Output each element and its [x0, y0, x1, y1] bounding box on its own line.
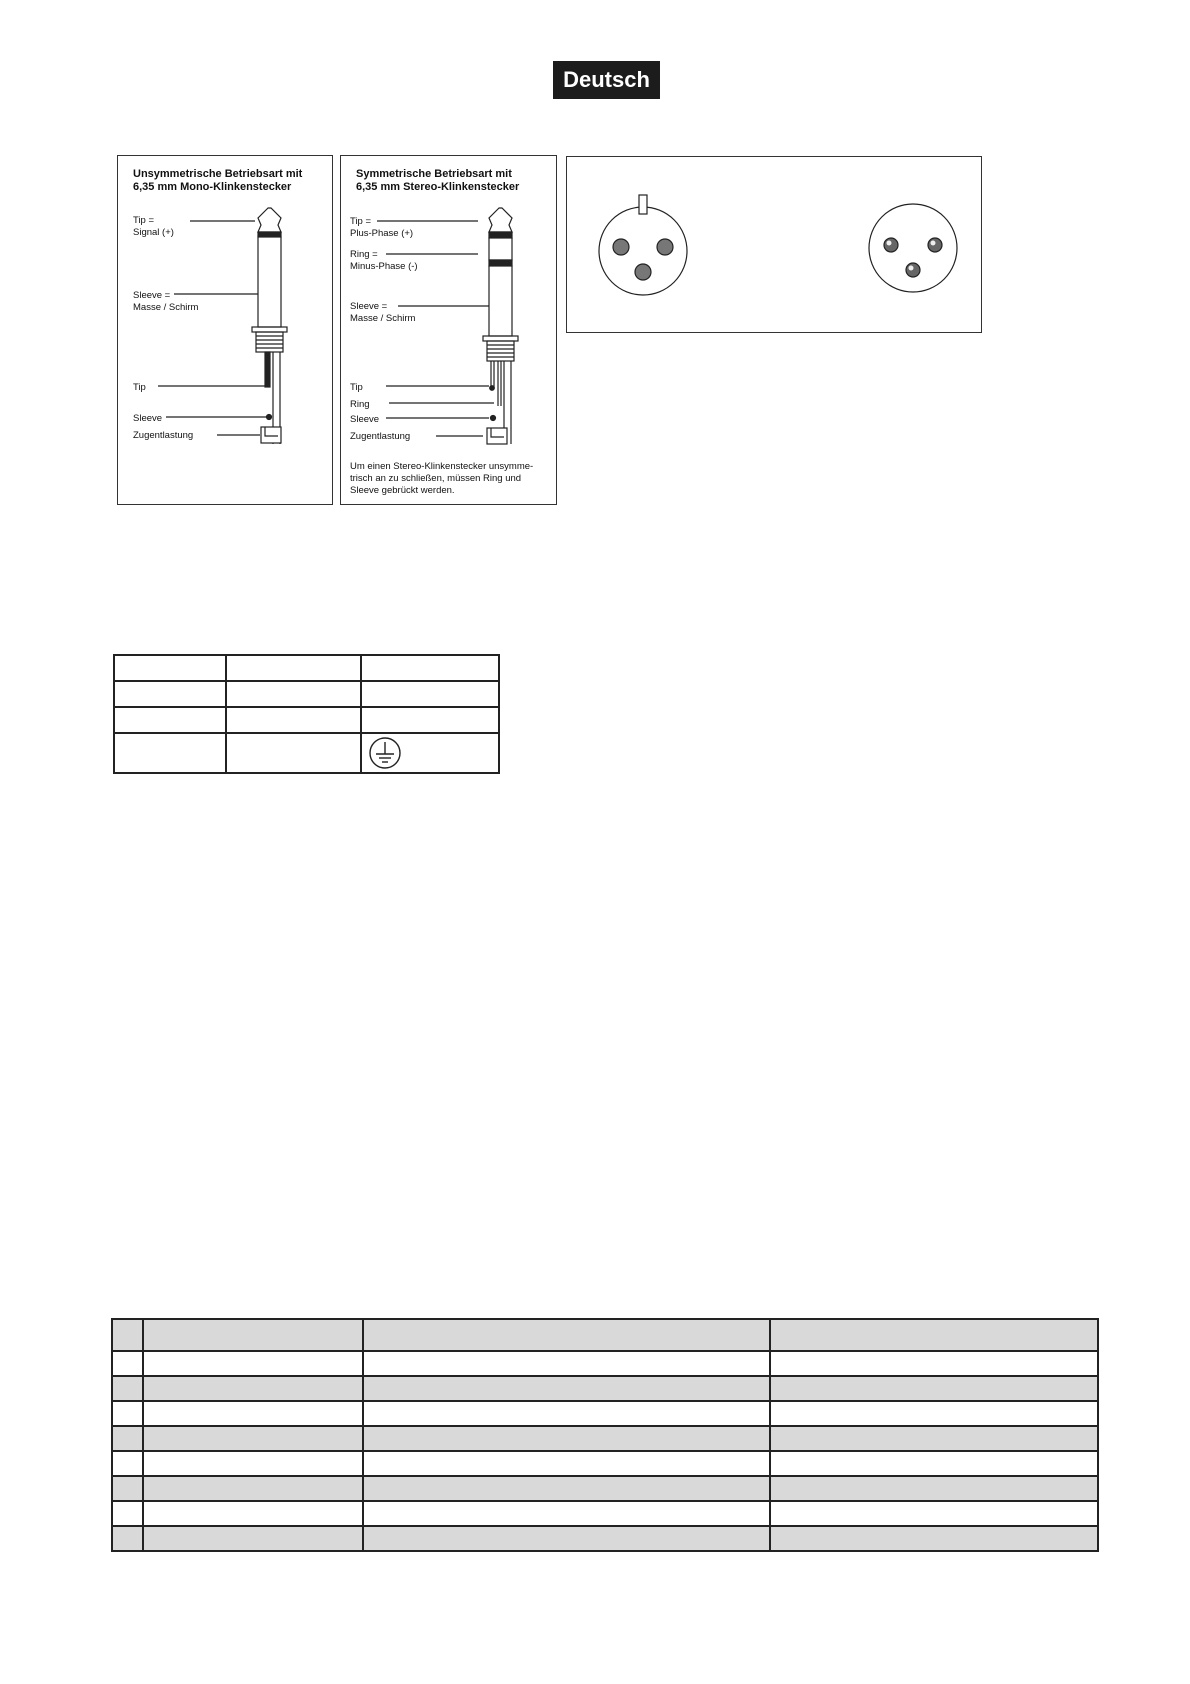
- mono-jack-drawing: [118, 156, 334, 506]
- mono-tip-wire-label: Tip: [133, 382, 146, 393]
- mono-strain-relief-label: Zugentlastung: [133, 430, 194, 441]
- mono-panel-title: Unsymmetrische Betriebsart mit 6,35 mm Mono-Klinkenstecker: [133, 168, 303, 193]
- stereo-ring-label: Ring = Minus-Phase (-): [350, 249, 418, 272]
- stereo-note: Um einen Stereo-Klinkenstecker unsymme- trisch an zu schließen, müssen Ring und Sleeve gebrückt werden.: [350, 461, 534, 496]
- stereo-tip-wire-label: Tip: [350, 382, 363, 393]
- table-row: [114, 681, 499, 707]
- stereo-jack-panel: [340, 155, 557, 505]
- table-row: [112, 1376, 1098, 1401]
- pin-assignment-table: [113, 654, 500, 774]
- table-row: [112, 1426, 1098, 1451]
- language-badge: Deutsch: [553, 61, 660, 99]
- table-row: [112, 1319, 1098, 1351]
- table-row: [114, 707, 499, 733]
- mono-sleeve-wire-label: Sleeve: [133, 413, 163, 424]
- ground-icon: [368, 736, 402, 770]
- stereo-sleeve-wire-label: Sleeve: [350, 414, 380, 425]
- stereo-jack-drawing: [341, 156, 558, 506]
- mono-sleeve-label: Sleeve = Masse / Schirm: [133, 290, 199, 313]
- table-row: [112, 1501, 1098, 1526]
- mono-jack-panel: [117, 155, 333, 505]
- table-row: [112, 1351, 1098, 1376]
- table-row: [112, 1526, 1098, 1551]
- xlr-connector-panel: [566, 156, 982, 333]
- table-row: [114, 733, 499, 773]
- mono-tip-label: Tip = Signal (+): [133, 215, 174, 238]
- stereo-panel-title: Symmetrische Betriebsart mit 6,35 mm Stereo-Klinkenstecker: [356, 168, 520, 193]
- table-row: [112, 1476, 1098, 1501]
- stereo-tip-label: Tip = Plus-Phase (+): [350, 216, 414, 239]
- table-row: [114, 655, 499, 681]
- specification-table: [111, 1318, 1099, 1552]
- table-row: [112, 1451, 1098, 1476]
- stereo-sleeve-label: Sleeve = Masse / Schirm: [350, 301, 416, 324]
- stereo-strain-relief-label: Zugentlastung: [350, 431, 411, 442]
- table-row: [112, 1401, 1098, 1426]
- xlr-male-drawing: [567, 157, 983, 334]
- stereo-ring-wire-label: Ring: [350, 399, 370, 410]
